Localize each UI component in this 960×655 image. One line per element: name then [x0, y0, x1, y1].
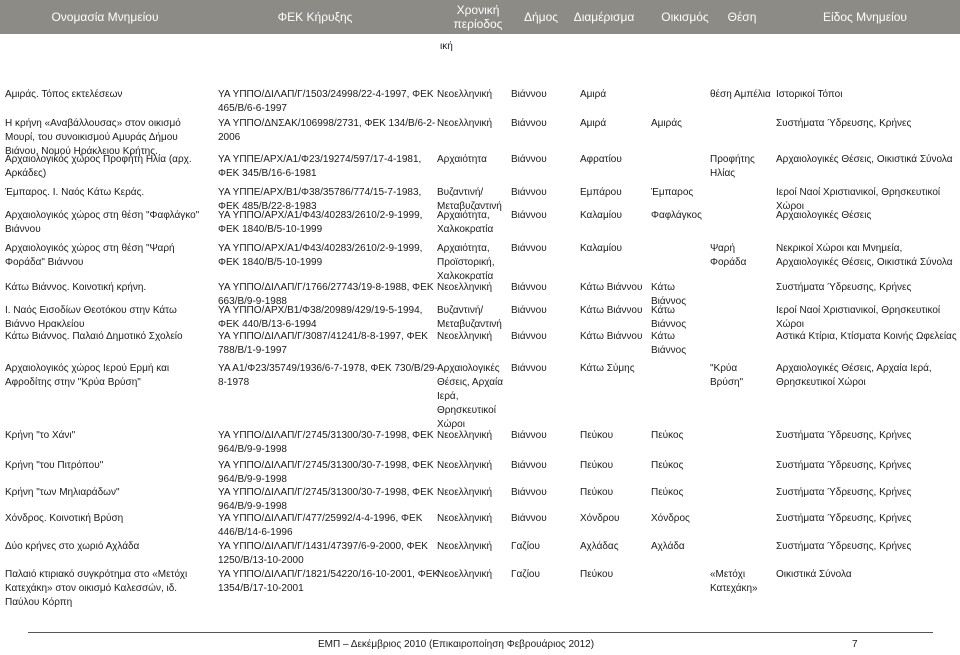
cell-period: Νεοελληνική	[437, 460, 493, 471]
cell-period: Βυζαντινή/Μεταβυζαντινή	[437, 305, 502, 330]
cell-name: Αρχαιολογικός χώρος στη θέση "Φαφλάγκο" Βιάννου	[5, 210, 200, 235]
cell-eidos: Συστήματα Ύδρευσης, Κρήνες	[776, 541, 912, 552]
cell-name: Κρήνη "του Πιτρόπου"	[5, 460, 104, 471]
cell-name: Ι. Ναός Εισοδίων Θεοτόκου στην Κάτω Βιάννο Ηρακλείου	[5, 305, 177, 330]
cell-thesi: "Κρύα Βρύση"	[710, 363, 744, 388]
cell-eidos: Αστικά Κτίρια, Κτίσματα Κοινής Ωφελείας	[776, 331, 957, 342]
cell-dimos: Βιάννου	[511, 430, 547, 441]
cell-dimos: Βιάννου	[511, 363, 547, 374]
cell-fek: ΥΑ ΥΠΠΟ/ΔΙΛΑΠ/Γ/1503/24998/22-4-1997, ΦΕΚ 465/Β/6-6-1997	[218, 89, 434, 114]
cell-dimos: Γαζίου	[511, 569, 540, 580]
cell-dimos: Βιάννου	[511, 243, 547, 254]
cell-eidos: Συστήματα Ύδρευσης, Κρήνες	[776, 460, 912, 471]
cell-name: Η κρήνη «Αναβάλλουσας» στον οικισμό Μουρί, του συνοικισμού Αμυράς Δήμου Βιάνου, Νομού Ηράκλειου Κρήτης.	[5, 118, 181, 157]
cell-dimos: Βιάννου	[511, 210, 547, 221]
cell-oikismos: Πεύκος	[651, 487, 684, 498]
cell-name: Παλαιό κτιριακό συγκρότημα στο «Μετόχι Κατεχάκη» στον οικισμό Καλεσσών, ιδ. Παύλου Κόρπη	[5, 569, 188, 608]
cell-oikismos: Πεύκος	[651, 460, 684, 471]
cell-period: Νεοελληνική	[437, 89, 493, 100]
cell-eidos: Νεκρικοί Χώροι και Μνημεία, Αρχαιολογικές Θέσεις, Οικιστικά Σύνολα	[776, 243, 953, 268]
cell-eidos: Συστήματα Ύδρευσης, Κρήνες	[776, 430, 912, 441]
cell-diamerisma: Πεύκου	[580, 487, 614, 498]
cell-fek: ΥΑ ΥΠΠΕ/ΑΡΧ/Β1/Φ38/35786/774/15-7-1983, ΦΕΚ 485/Β/22-8-1983	[218, 187, 422, 212]
header-col-period-line3: ική	[440, 41, 453, 52]
cell-oikismos: Φαφλάγκος	[651, 210, 702, 221]
header-col-name: Ονομασία Μνημείου	[51, 10, 159, 24]
cell-fek: ΥΑ ΥΠΠΟ/ΑΡΧ/Β1/Φ38/20989/429/19-5-1994, ΦΕΚ 440/Β/13-6-1994	[218, 305, 423, 330]
cell-period: Νεοελληνική	[437, 513, 493, 524]
cell-thesi: Ψαρή Φοράδα	[710, 243, 747, 268]
cell-dimos: Βιάννου	[511, 513, 547, 524]
cell-period: Νεοελληνική	[437, 331, 493, 342]
cell-dimos: Βιάννου	[511, 282, 547, 293]
cell-fek: ΥΑ ΥΠΠΟ/ΔΝΣΑΚ/106998/2731, ΦΕΚ 134/Β/6-2-2006	[218, 118, 436, 143]
cell-period: Νεοελληνική	[437, 569, 493, 580]
cell-diamerisma: Αμιρά	[580, 89, 607, 100]
cell-diamerisma: Πεύκου	[580, 569, 614, 580]
cell-thesi: «Μετόχι Κατεχάκη»	[710, 569, 758, 594]
cell-eidos: Οικιστικά Σύνολα	[776, 569, 852, 580]
cell-period: Αρχαιότητα, Προϊστορική, Χαλκοκρατία	[437, 243, 495, 282]
cell-oikismos: Κάτω Βιάννος	[651, 305, 687, 330]
header-col-oikismos: Οικισμός	[661, 10, 709, 24]
cell-dimos: Βιάννου	[511, 187, 547, 198]
cell-period: Αρχαιολογικές Θέσεις, Αρχαία Ιερά, Θρησκευτικοί Χώροι	[437, 363, 504, 430]
cell-dimos: Βιάννου	[511, 118, 547, 129]
cell-dimos: Βιάννου	[511, 305, 547, 316]
header-col-eidos: Είδος Μνημείου	[823, 10, 907, 24]
cell-name: Κάτω Βιάννος. Παλαιό Δημοτικό Σχολείο	[5, 331, 183, 342]
header-col-fek: ΦΕΚ Κήρυξης	[277, 10, 353, 24]
cell-name: Αρχαιολογικός χώρος στη θέση "Ψαρή Φοράδα" Βιάννου	[5, 243, 175, 268]
cell-oikismos: Έμπαρος	[651, 187, 694, 198]
cell-diamerisma: Κάτω Βιάννου	[580, 282, 643, 293]
cell-diamerisma: Καλαμίου	[580, 210, 622, 221]
cell-diamerisma: Κάτω Βιάννου	[580, 305, 643, 316]
cell-eidos: Αρχαιολογικές Θέσεις, Οικιστικά Σύνολα	[776, 154, 953, 165]
cell-period: Νεοελληνική	[437, 118, 493, 129]
table-header	[0, 0, 960, 34]
cell-dimos: Βιάννου	[511, 460, 547, 471]
cell-period: Νεοελληνική	[437, 430, 493, 441]
cell-name: Αμιράς. Τόπος εκτελέσεων	[5, 89, 123, 100]
cell-fek: ΥΑ ΥΠΠΟ/ΑΡΧ/Α1/Φ43/40283/2610/2-9-1999, ΦΕΚ 1840/Β/5-10-1999	[218, 210, 423, 235]
cell-name: Κάτω Βιάννος. Κοινοτική κρήνη.	[5, 282, 147, 293]
cell-fek: ΥΑ ΥΠΠΕ/ΑΡΧ/Α1/Φ23/19274/597/17-4-1981, ΦΕΚ 345/Β/16-6-1981	[218, 154, 422, 179]
cell-oikismos: Κάτω Βιάννος	[651, 331, 687, 356]
cell-eidos: Συστήματα Ύδρευσης, Κρήνες	[776, 282, 912, 293]
cell-diamerisma: Πεύκου	[580, 430, 614, 441]
cell-eidos: Συστήματα Ύδρευσης, Κρήνες	[776, 513, 912, 524]
cell-eidos: Συστήματα Ύδρευσης, Κρήνες	[776, 487, 912, 498]
cell-diamerisma: Χόνδρου	[580, 513, 620, 524]
cell-oikismos: Αχλάδα	[651, 541, 685, 552]
cell-thesi: θέση Αμπέλια	[710, 89, 771, 100]
header-col-period-line1: Χρονική	[456, 3, 500, 17]
cell-fek: ΥΑ ΥΠΠΟ/ΔΙΛΑΠ/Γ/3087/41241/8-8-1997, ΦΕΚ 788/Β/1-9-1997	[218, 331, 428, 356]
cell-diamerisma: Αφρατίου	[580, 154, 622, 165]
cell-diamerisma: Εμπάρου	[580, 187, 622, 198]
cell-period: Αρχαιότητα	[437, 154, 487, 165]
cell-fek: ΥΑ ΥΠΠΟ/ΑΡΧ/Α1/Φ43/40283/2610/2-9-1999, ΦΕΚ 1840/Β/5-10-1999	[218, 243, 423, 268]
header-col-diamerisma: Διαμέρισμα	[573, 10, 635, 24]
cell-diamerisma: Κάτω Σύμης	[580, 363, 635, 374]
cell-diamerisma: Αμιρά	[580, 118, 607, 129]
cell-period: Νεοελληνική	[437, 487, 493, 498]
cell-oikismos: Χόνδρος	[651, 513, 690, 524]
cell-diamerisma: Καλαμίου	[580, 243, 622, 254]
cell-name: Κρήνη "των Μηλιαράδων"	[5, 487, 120, 498]
cell-period: Αρχαιότητα, Χαλκοκρατία	[437, 210, 494, 235]
cell-fek: ΥΑ Α1/Φ23/35749/1936/6-7-1978, ΦΕΚ 730/Β/29-8-1978	[218, 363, 438, 388]
cell-fek: ΥΑ ΥΠΠΟ/ΔΙΛΑΠ/Γ/1431/47397/6-9-2000, ΦΕΚ 1250/Β/13-10-2000	[218, 541, 428, 566]
cell-eidos: Ιεροί Ναοί Χριστιανικοί, Θρησκευτικοί Χώροι	[776, 305, 941, 330]
cell-name: Δύο κρήνες στο χωριό Αχλάδα	[5, 541, 140, 552]
cell-eidos: Αρχαιολογικές Θέσεις	[776, 210, 872, 221]
cell-fek: ΥΑ ΥΠΠΟ/ΔΙΛΑΠ/Γ/2745/31300/30-7-1998, ΦΕΚ 964/Β/9-9-1998	[218, 487, 434, 512]
footer-text: ΕΜΠ – Δεκέμβριος 2010 (Επικαιροποίηση Φεβρουάριος 2012)	[318, 639, 595, 650]
cell-eidos: Συστήματα Ύδρευσης, Κρήνες	[776, 118, 912, 129]
header-col-thesi: Θέση	[727, 10, 757, 24]
cell-fek: ΥΑ ΥΠΠΟ/ΔΙΛΑΠ/Γ/477/25992/4-4-1996, ΦΕΚ 446/Β/14-6-1996	[218, 513, 423, 538]
header-col-period-line2: περίοδος	[453, 17, 503, 31]
header-col-period	[448, 3, 508, 37]
cell-diamerisma: Αχλάδας	[580, 541, 619, 552]
footer-page-number: 7	[852, 639, 858, 650]
cell-fek: ΥΑ ΥΠΠΟ/ΔΙΛΑΠ/Γ/2745/31300/30-7-1998, ΦΕΚ 964/Β/9-9-1998	[218, 460, 434, 485]
cell-diamerisma: Πεύκου	[580, 460, 614, 471]
cell-name: Χόνδρος. Κοινοτική Βρύση	[5, 513, 124, 524]
cell-dimos: Βιάννου	[511, 89, 547, 100]
cell-name: Αρχαιολογικός χώρος Ιερού Ερμή και Αφροδίτης στην "Κρύα Βρύση"	[5, 363, 170, 388]
cell-eidos: Ιεροί Ναοί Χριστιανικοί, Θρησκευτικοί Χώροι	[776, 187, 941, 212]
cell-dimos: Βιάννου	[511, 154, 547, 165]
cell-oikismos: Αμιράς	[651, 118, 682, 129]
cell-period: Βυζαντινή/Μεταβυζαντινή	[437, 187, 502, 212]
cell-period: Νεοελληνική	[437, 282, 493, 293]
cell-dimos: Γαζίου	[511, 541, 540, 552]
cell-name: Αρχαιολογικός χώρος Προφήτη Ηλία (αρχ. Αρκάδες)	[5, 154, 192, 179]
header-col-dimos: Δήμος	[523, 10, 559, 24]
cell-thesi: Προφήτης Ηλίας	[710, 154, 755, 179]
cell-eidos: Αρχαιολογικές Θέσεις, Αρχαία Ιερά, Θρησκευτικοί Χώροι	[776, 363, 932, 388]
cell-dimos: Βιάννου	[511, 331, 547, 342]
cell-diamerisma: Κάτω Βιάννου	[580, 331, 643, 342]
cell-dimos: Βιάννου	[511, 487, 547, 498]
cell-name: Κρήνη "το Χάνι"	[5, 430, 76, 441]
cell-fek: ΥΑ ΥΠΠΟ/ΔΙΛΑΠ/Γ/1766/27743/19-8-1988, ΦΕΚ 663/Β/9-9-1988	[218, 282, 434, 307]
footer-divider	[28, 632, 933, 633]
cell-oikismos: Κάτω Βιάννος	[651, 282, 687, 307]
cell-oikismos: Πεύκος	[651, 430, 684, 441]
cell-name: Έμπαρος. Ι. Ναός Κάτω Κεράς.	[5, 187, 145, 198]
cell-fek: ΥΑ ΥΠΠΟ/ΔΙΛΑΠ/Γ/2745/31300/30-7-1998, ΦΕΚ 964/Β/9-9-1998	[218, 430, 434, 455]
cell-eidos: Ιστορικοί Τόποι	[776, 89, 843, 100]
cell-period: Νεοελληνική	[437, 541, 493, 552]
cell-fek: ΥΑ ΥΠΠΟ/ΔΙΛΑΠ/Γ/1821/54220/16-10-2001, ΦΕΚ 1354/Β/17-10-2001	[218, 569, 440, 594]
